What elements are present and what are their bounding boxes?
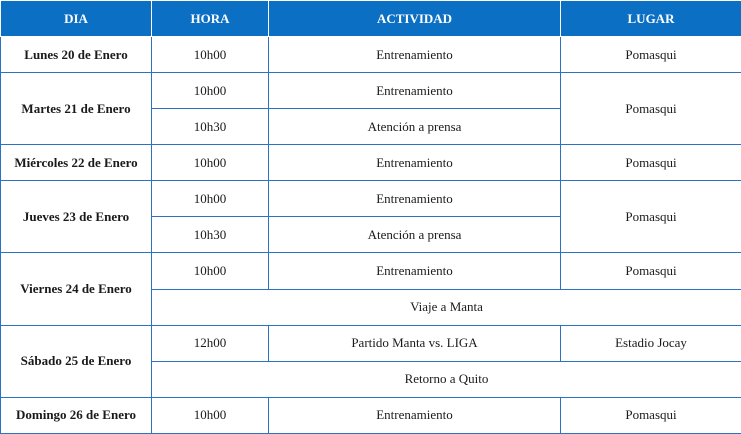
activity-cell: Entrenamiento <box>269 181 561 217</box>
place-cell: Estadio Jocay <box>561 325 741 361</box>
header-place: LUGAR <box>561 1 741 37</box>
table-header <box>1 1 741 37</box>
hour-cell: 10h30 <box>152 217 269 253</box>
activity-cell: Entrenamiento <box>269 145 561 181</box>
table-row <box>1 253 741 289</box>
day-cell: Lunes 20 de Enero <box>1 37 152 73</box>
activity-cell: Entrenamiento <box>269 253 561 289</box>
hour-cell: 10h00 <box>152 145 269 181</box>
table-row <box>1 145 741 181</box>
table-row <box>1 397 741 433</box>
note-cell: Retorno a Quito <box>152 361 741 397</box>
hour-cell: 10h30 <box>152 109 269 145</box>
day-cell: Martes 21 de Enero <box>1 73 152 145</box>
header-day: DIA <box>1 1 152 37</box>
day-cell: Sábado 25 de Enero <box>1 325 152 397</box>
note-cell: Viaje a Manta <box>152 289 741 325</box>
place-cell: Pomasqui <box>561 145 741 181</box>
place-cell: Pomasqui <box>561 37 741 73</box>
place-cell: Pomasqui <box>561 253 741 289</box>
activity-cell: Partido Manta vs. LIGA <box>269 325 561 361</box>
header-activity: ACTIVIDAD <box>269 1 561 37</box>
day-cell: Domingo 26 de Enero <box>1 397 152 433</box>
hour-cell: 10h00 <box>152 73 269 109</box>
header-hour: HORA <box>152 1 269 37</box>
hour-cell: 12h00 <box>152 325 269 361</box>
activity-cell: Entrenamiento <box>269 397 561 433</box>
table-row <box>1 73 741 109</box>
hour-cell: 10h00 <box>152 397 269 433</box>
table-row <box>1 325 741 361</box>
day-cell: Jueves 23 de Enero <box>1 181 152 253</box>
day-cell: Miércoles 22 de Enero <box>1 145 152 181</box>
table-row <box>1 37 741 73</box>
activity-cell: Entrenamiento <box>269 37 561 73</box>
hour-cell: 10h00 <box>152 181 269 217</box>
header-row <box>1 1 741 37</box>
activity-cell: Atención a prensa <box>269 217 561 253</box>
place-cell: Pomasqui <box>561 73 741 145</box>
day-cell: Viernes 24 de Enero <box>1 253 152 325</box>
place-cell: Pomasqui <box>561 181 741 253</box>
hour-cell: 10h00 <box>152 253 269 289</box>
hour-cell: 10h00 <box>152 37 269 73</box>
table-body <box>1 37 741 434</box>
place-cell: Pomasqui <box>561 397 741 433</box>
activity-cell: Atención a prensa <box>269 109 561 145</box>
activity-cell: Entrenamiento <box>269 73 561 109</box>
table-row <box>1 181 741 217</box>
